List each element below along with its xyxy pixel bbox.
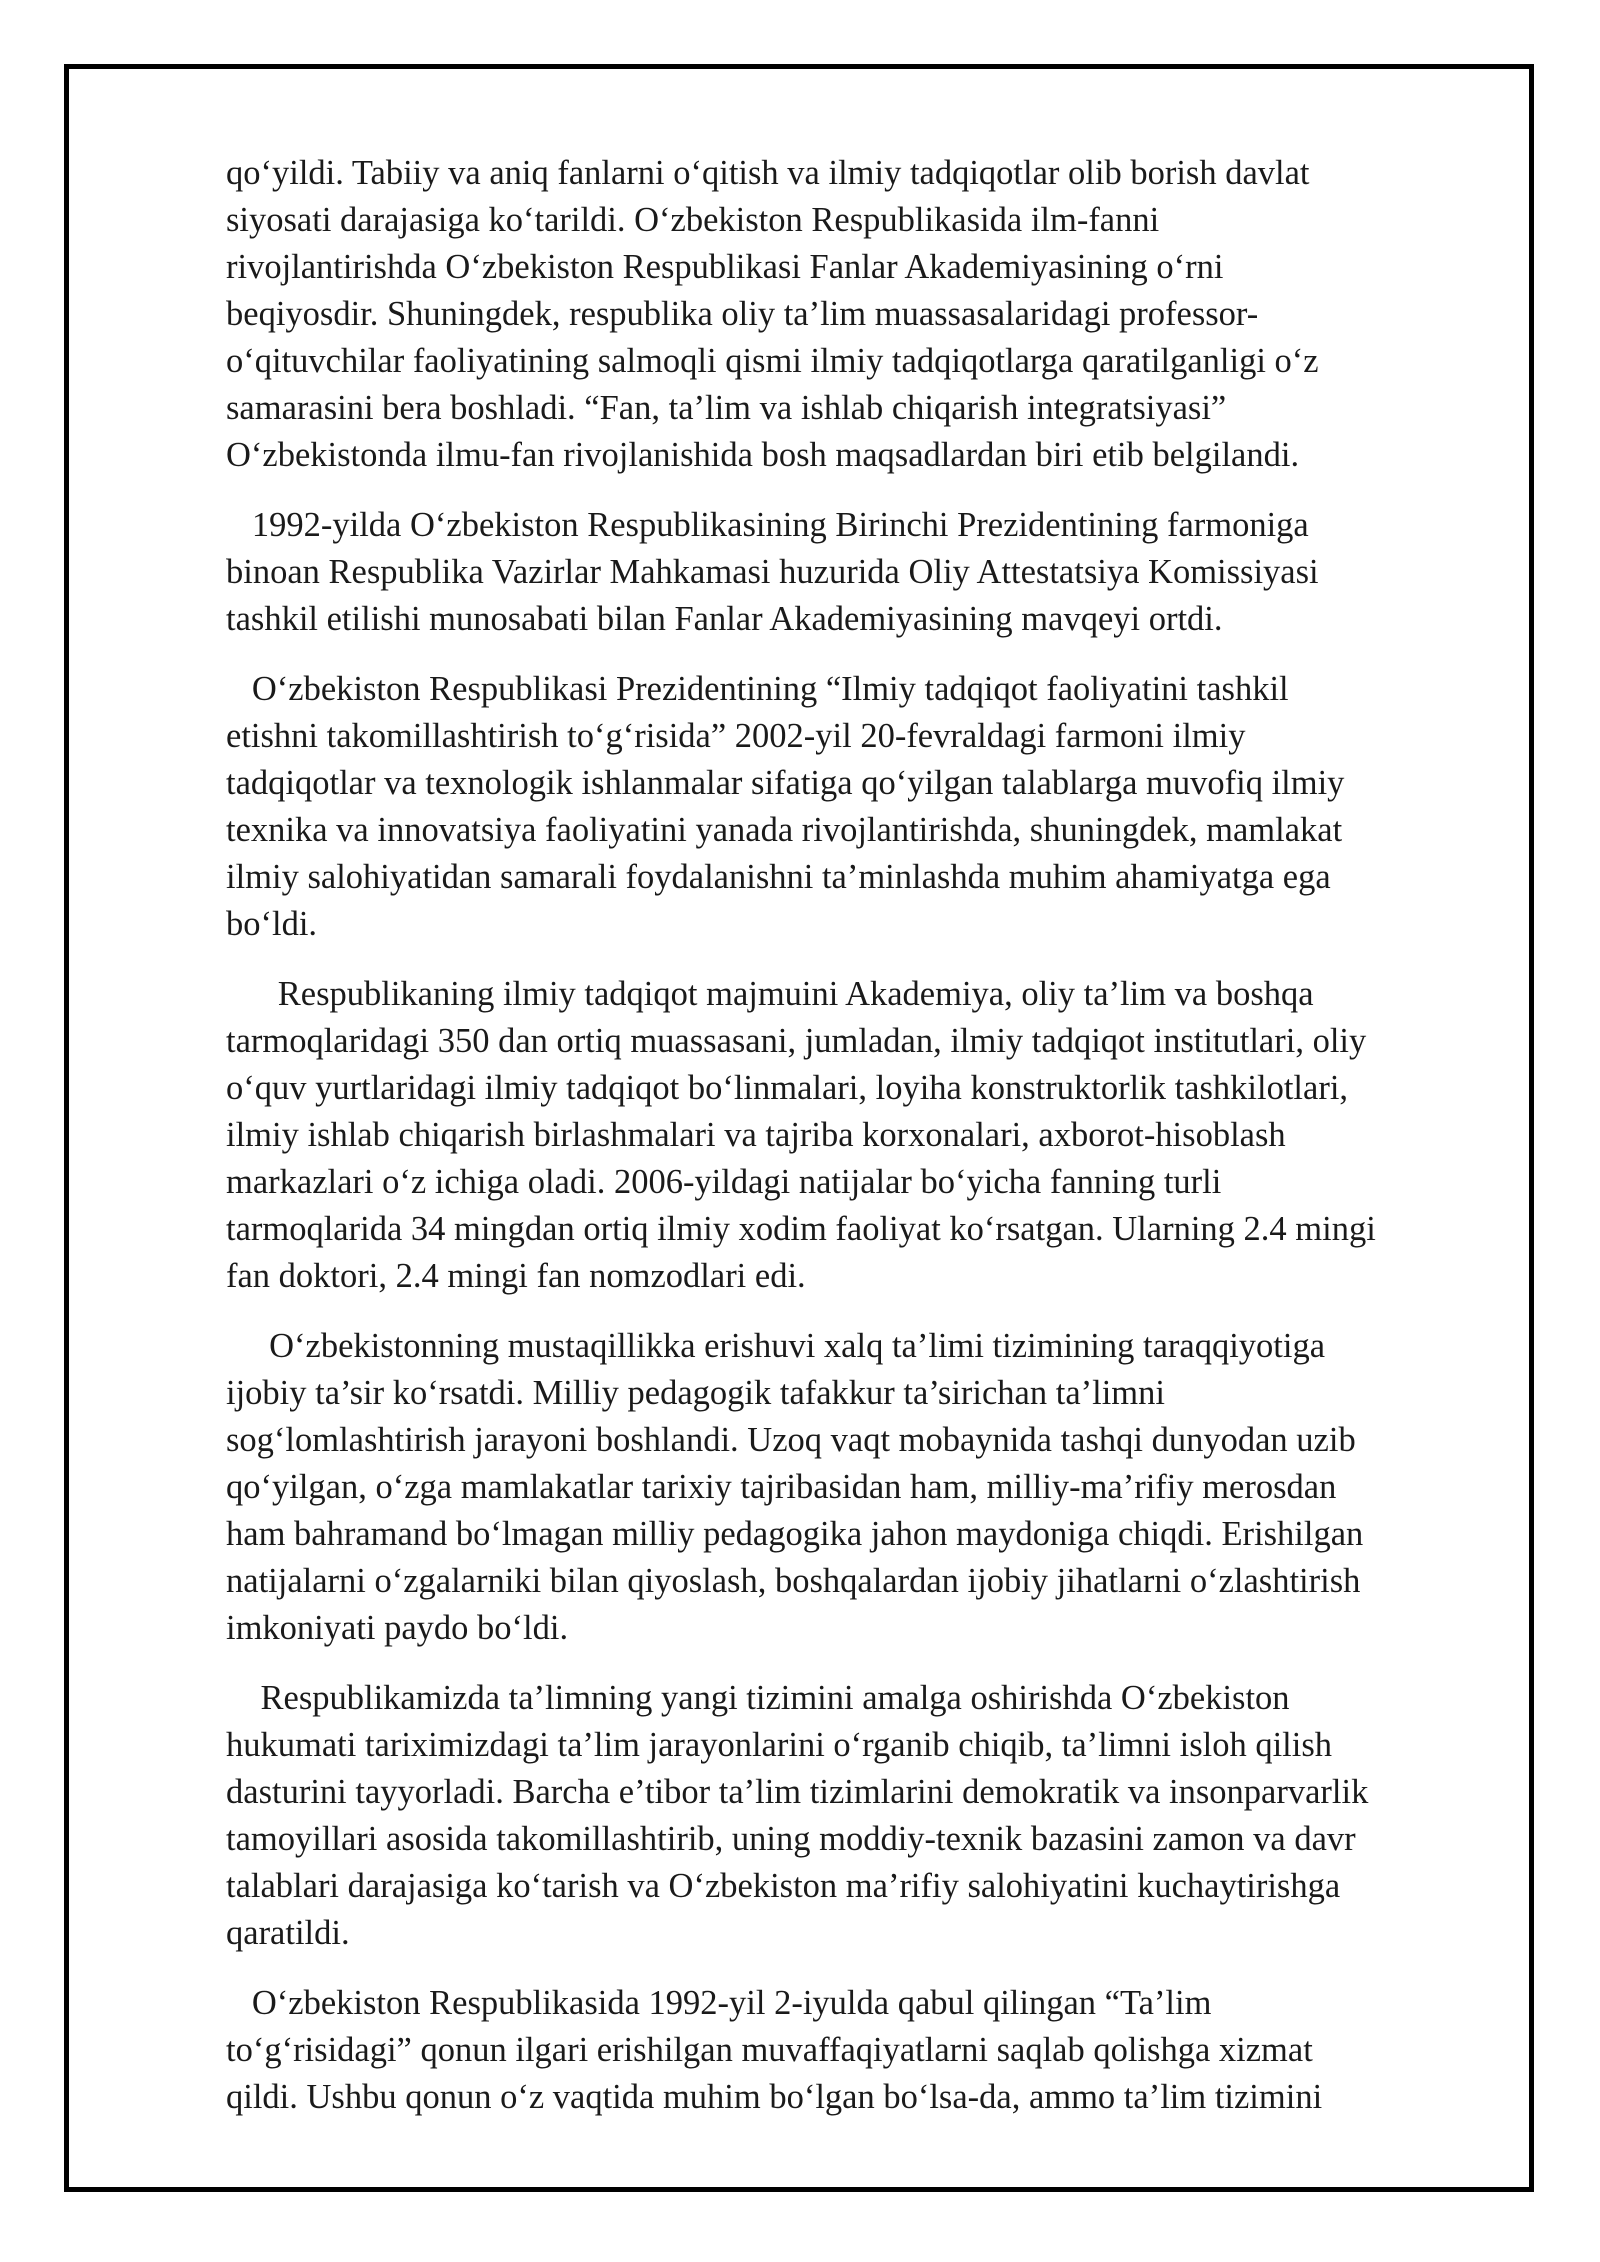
paragraph — [226, 150, 1531, 479]
text-line: ilmiy ishlab chiqarish birlashmalari va tajriba korxonalari, axborot-hisoblash — [226, 1116, 1286, 1154]
text-line: Respublikamizda ta’limning yangi tizimini amalga oshirishda O‘zbekiston — [226, 1679, 1290, 1717]
text-line: fan doktori, 2.4 mingi fan nomzodlari edi. — [226, 1257, 806, 1295]
text-line: texnika va innovatsiya faoliyatini yanada rivojlantirishda, shuningdek, mamlakat — [226, 811, 1343, 849]
paragraph — [226, 666, 1531, 948]
text-line: o‘quv yurtlaridagi ilmiy tadqiqot bo‘linmalari, loyiha konstruktorlik tashkilotlari, — [226, 1069, 1349, 1107]
text-line: qaratildi. — [226, 1914, 350, 1952]
text-line: qo‘yilgan, o‘zga mamlakatlar tarixiy tajribasidan ham, milliy-ma’rifiy merosdan — [226, 1468, 1337, 1506]
text-line: tamoyillari asosida takomillashtirib, uning moddiy-texnik bazasini zamon va davr — [226, 1820, 1356, 1858]
text-line: O‘zbekiston Respublikasi Prezidentining “Ilmiy tadqiqot faoliyatini tashkil — [226, 670, 1289, 708]
paragraph — [226, 1675, 1531, 1957]
text-line: qildi. Ushbu qonun o‘z vaqtida muhim bo‘lgan bo‘lsa-da, ammo ta’lim tizimini — [226, 2078, 1323, 2116]
document-body — [226, 150, 1531, 2144]
text-line: tarmoqlarida 34 mingdan ortiq ilmiy xodim faoliyat ko‘rsatgan. Ularning 2.4 mingi — [226, 1210, 1376, 1248]
text-line: qo‘yildi. Tabiiy va aniq fanlarni o‘qitish va ilmiy tadqiqotlar olib borish davlat — [226, 154, 1310, 192]
text-line: ilmiy salohiyatidan samarali foydalanishni ta’minlashda muhim ahamiyatga ega — [226, 858, 1331, 896]
text-line: tarmoqlaridagi 350 dan ortiq muassasani, jumladan, ilmiy tadqiqot institutlari, oliy — [226, 1022, 1367, 1060]
text-line: natijalarni o‘zgalarniki bilan qiyoslash, boshqalardan ijobiy jihatlarni o‘zlashtirish — [226, 1562, 1361, 1600]
text-line: binoan Respublika Vazirlar Mahkamasi huzurida Oliy Attestatsiya Komissiyasi — [226, 553, 1319, 591]
text-line: imkoniyati paydo bo‘ldi. — [226, 1609, 569, 1647]
text-line: o‘qituvchilar faoliyatining salmoqli qismi ilmiy tadqiqotlarga qaratilganligi o‘z — [226, 342, 1319, 380]
text-line: rivojlantirishda O‘zbekiston Respublikasi Fanlar Akademiyasining o‘rni — [226, 248, 1224, 286]
text-line: ham bahramand bo‘lmagan milliy pedagogika jahon maydoniga chiqdi. Erishilgan — [226, 1515, 1364, 1553]
text-line: siyosati darajasiga ko‘tarildi. O‘zbekiston Respublikasida ilm-fanni — [226, 201, 1160, 239]
text-line: tadqiqotlar va texnologik ishlanmalar sifatiga qo‘yilgan talablarga muvofiq ilmiy — [226, 764, 1345, 802]
text-line: beqiyosdir. Shuningdek, respublika oliy ta’lim muassasalaridagi professor- — [226, 295, 1259, 333]
paragraph — [226, 971, 1531, 1300]
text-line: O‘zbekiston Respublikasida 1992-yil 2-iyulda qabul qilingan “Ta’lim — [226, 1984, 1212, 2022]
text-line: O‘zbekistonda ilmu-fan rivojlanishida bosh maqsadlardan biri etib belgilandi. — [226, 436, 1300, 474]
text-line: tashkil etilishi munosabati bilan Fanlar Akademiyasining mavqeyi ortdi. — [226, 600, 1223, 638]
text-line: markazlari o‘z ichiga oladi. 2006-yildagi natijalar bo‘yicha fanning turli — [226, 1163, 1222, 1201]
text-line: talablari darajasiga ko‘tarish va O‘zbekiston ma’rifiy salohiyatini kuchaytirishga — [226, 1867, 1341, 1905]
text-line: samarasini bera boshladi. “Fan, ta’lim va ishlab chiqarish integratsiyasi” — [226, 389, 1227, 427]
text-line: O‘zbekistonning mustaqillikka erishuvi xalq ta’limi tizimining taraqqiyotiga — [226, 1327, 1326, 1365]
text-line: etishni takomillashtirish to‘g‘risida” 2002-yil 20-fevraldagi farmoni ilmiy — [226, 717, 1246, 755]
text-line: to‘g‘risidagi” qonun ilgari erishilgan muvaffaqiyatlarni saqlab qolishga xizmat — [226, 2031, 1313, 2069]
text-line: dasturini tayyorladi. Barcha e’tibor ta’lim tizimlarini demokratik va insonparvarlik — [226, 1773, 1369, 1811]
text-line: sog‘lomlashtirish jarayoni boshlandi. Uzoq vaqt mobaynida tashqi dunyodan uzib — [226, 1421, 1356, 1459]
text-line: Respublikaning ilmiy tadqiqot majmuini Akademiya, oliy ta’lim va boshqa — [226, 975, 1314, 1013]
text-line: bo‘ldi. — [226, 905, 318, 943]
paragraph — [226, 1323, 1531, 1652]
paragraph — [226, 502, 1531, 643]
text-line: hukumati tariximizdagi ta’lim jarayonlarini o‘rganib chiqib, ta’limni isloh qilish — [226, 1726, 1333, 1764]
text-line: ijobiy ta’sir ko‘rsatdi. Milliy pedagogik tafakkur ta’sirichan ta’limni — [226, 1374, 1165, 1412]
text-line: 1992-yilda O‘zbekiston Respublikasining Birinchi Prezidentining farmoniga — [226, 506, 1309, 544]
paragraph — [226, 1980, 1531, 2121]
